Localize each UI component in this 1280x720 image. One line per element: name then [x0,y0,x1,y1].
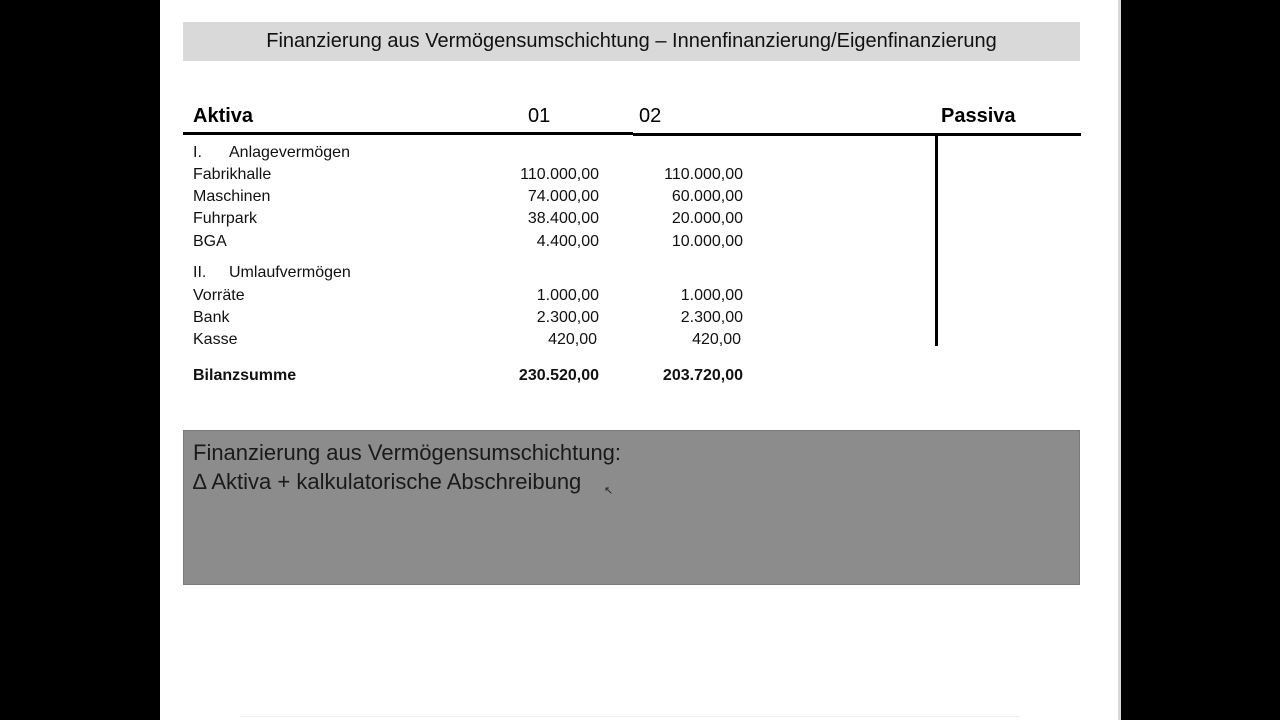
letterbox-right [1121,0,1280,720]
total-value-02: 203.720,00 [662,367,743,384]
formula-line-2: ∆ Aktiva + kalkulatorische Abschreibung [193,469,582,494]
table-row [193,331,793,353]
row-value-02: 420,00 [692,331,741,348]
total-row [193,367,793,389]
section-label: Anlagevermögen [229,144,350,161]
slide-title [183,22,1080,61]
row-value-02: 110.000,00 [664,166,743,183]
row-label: Maschinen [193,188,271,205]
table-row [193,188,793,210]
row-value-01: 4.400,00 [536,233,599,250]
slide [160,0,1118,720]
t-account-rule-right [633,133,1081,136]
row-value-01: 38.400,00 [527,210,599,227]
header-aktiva: Aktiva [193,105,254,127]
section-umlaufvermoegen [193,264,793,286]
table-row [193,287,793,309]
header-passiva: Passiva [941,105,1016,127]
row-value-01: 74.000,00 [527,188,599,205]
mouse-cursor-icon: ↖ [604,485,614,497]
row-value-02: 10.000,00 [671,233,743,250]
slide-title-text: Finanzierung aus Vermögensumschichtung – Innenfinanzierung/Eigenfinanzierung [266,30,997,52]
section-number: II. [193,264,207,281]
header-year-01: 01 [528,105,551,127]
row-value-01: 2.300,00 [536,309,599,326]
row-value-02: 1.000,00 [680,287,743,304]
row-value-01: 1.000,00 [536,287,599,304]
table-row [193,233,793,255]
section-anlagevermoegen [193,144,793,166]
divider [240,716,1020,717]
t-account-divider [935,135,938,346]
table-row [193,166,793,188]
table-row [193,210,793,232]
row-label: Kasse [193,331,238,348]
formula-line-1: Finanzierung aus Vermögensumschichtung: [193,440,622,465]
row-label: Fuhrpark [193,210,258,227]
section-label: Umlaufvermögen [229,264,351,281]
total-value-01: 230.520,00 [518,367,599,384]
row-value-02: 2.300,00 [680,309,743,326]
row-value-01: 420,00 [548,331,597,348]
formula-box [183,430,1080,585]
t-account-rule-left [183,132,633,135]
row-label: Vorräte [193,287,245,304]
row-label: Bank [193,309,230,326]
table-row [193,309,793,331]
row-label: Fabrikhalle [193,166,272,183]
row-value-02: 20.000,00 [671,210,743,227]
row-value-02: 60.000,00 [671,188,743,205]
section-number: I. [193,144,202,161]
header-year-02: 02 [639,105,662,127]
row-value-01: 110.000,00 [520,166,599,183]
total-label: Bilanzsumme [193,367,297,384]
row-label: BGA [193,233,227,250]
